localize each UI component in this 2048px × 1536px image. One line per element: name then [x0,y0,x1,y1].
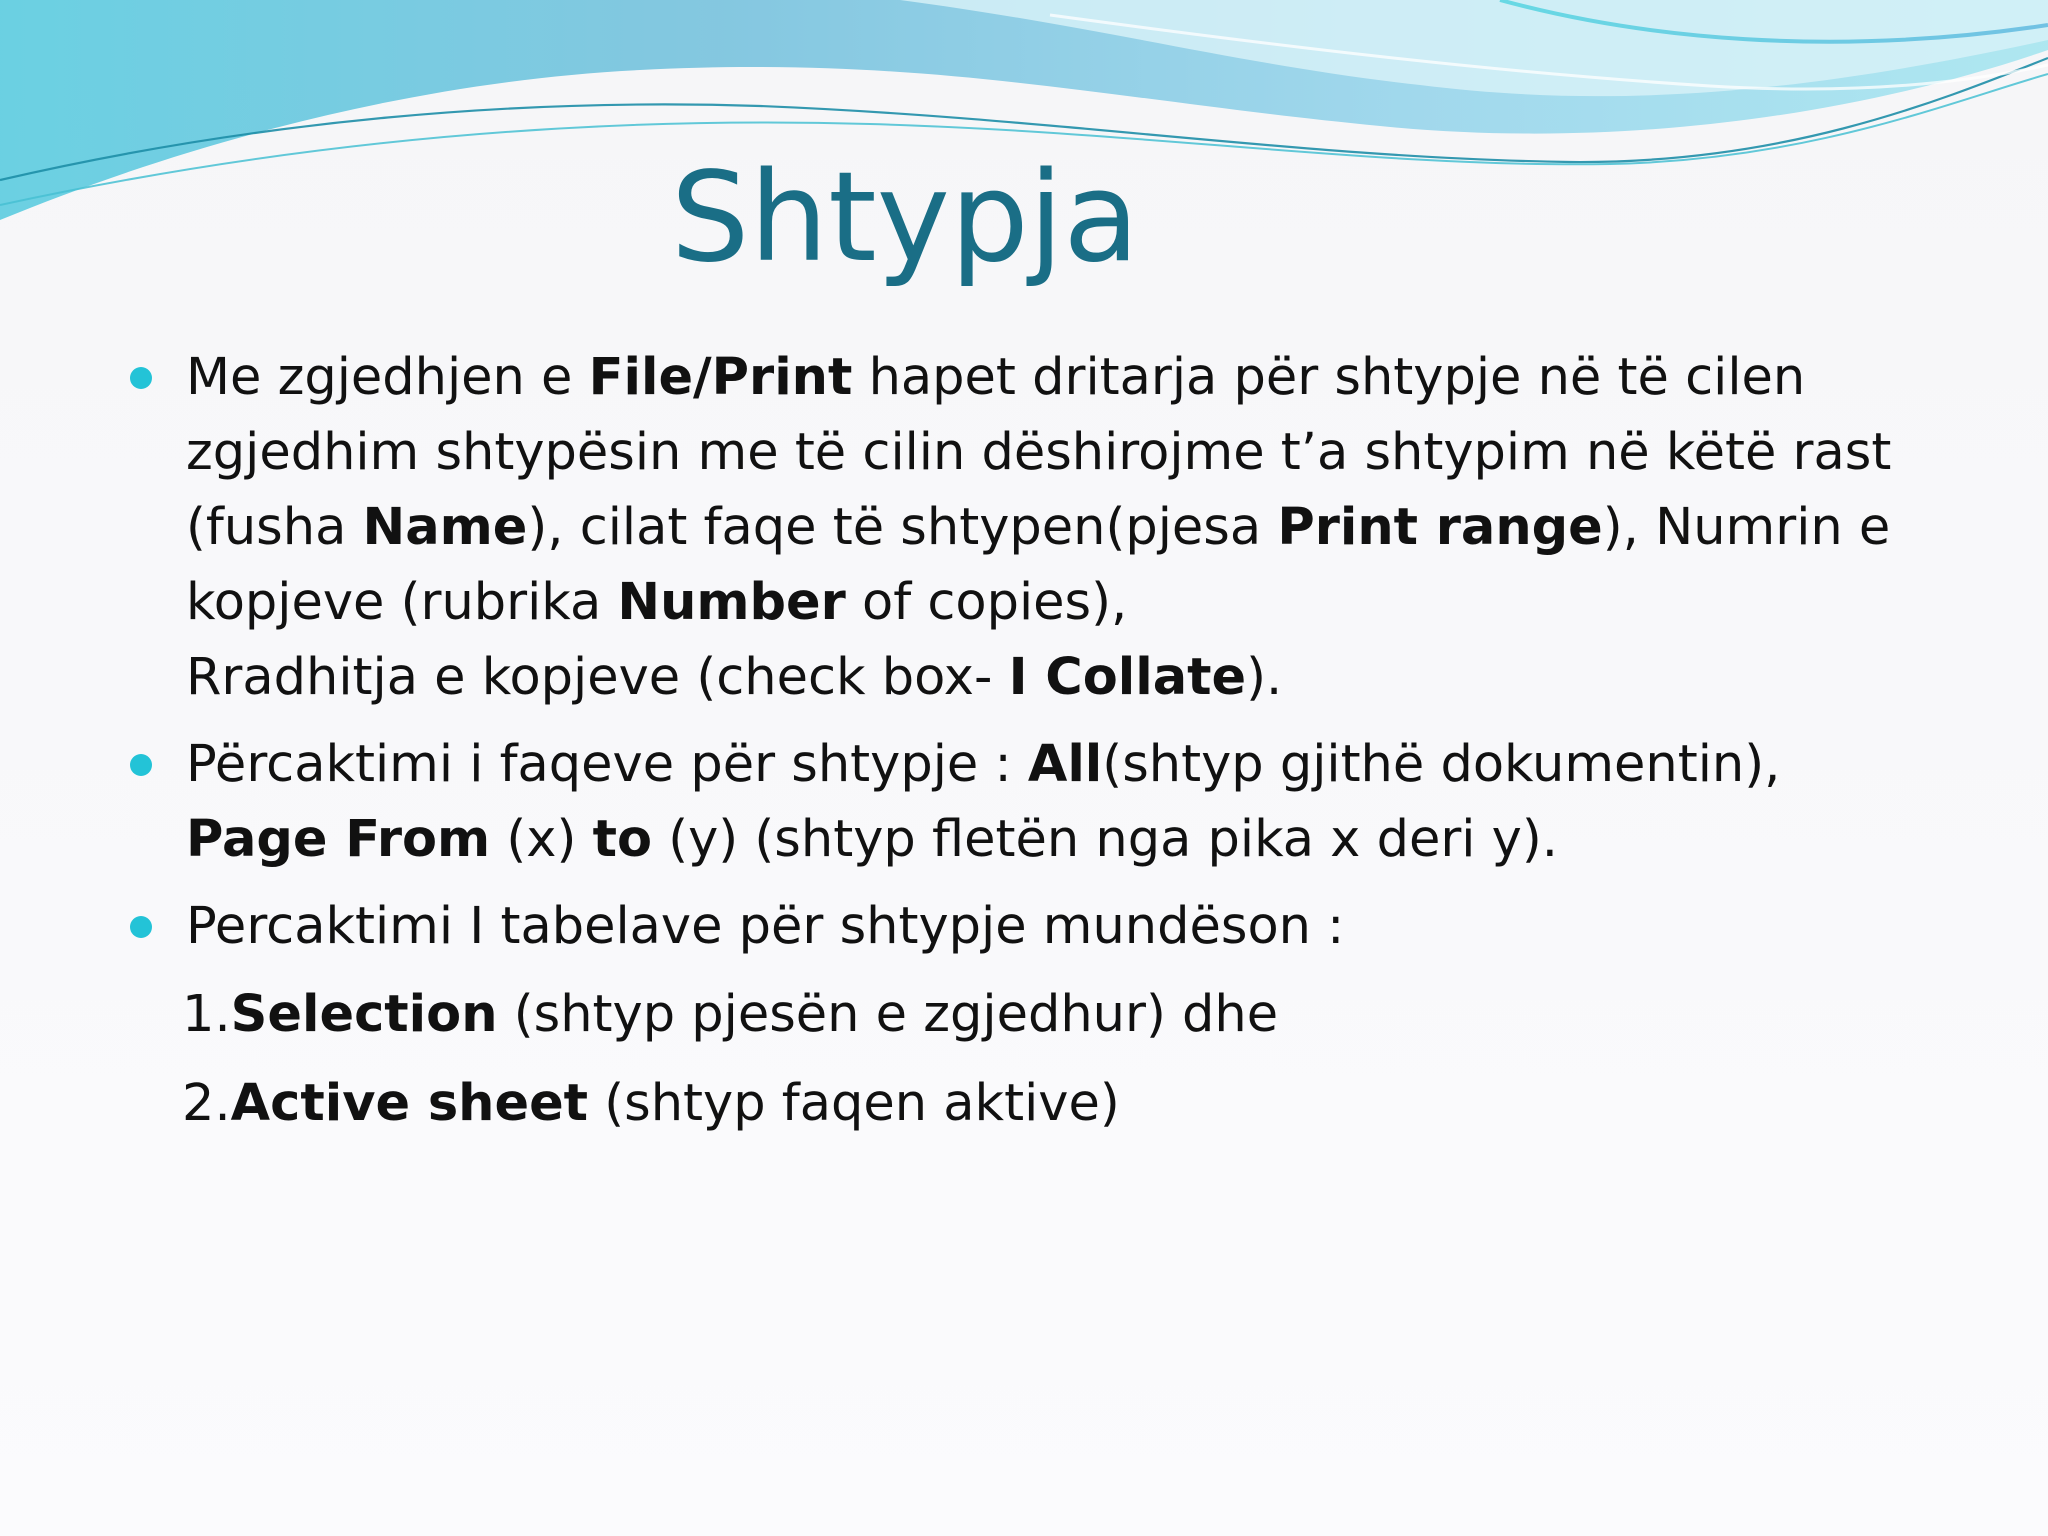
text-line: (fusha Name), cilat faqe të shtypen(pjesa Print range), Numrin e [186,498,1891,557]
bullet-dot-icon [130,916,152,938]
bullet-tables [130,889,1880,964]
text-line: zgjedhim shtypësin me të cilin dëshirojme t’a shtypim në këtë rast [186,423,1892,482]
bullet-dot-icon [130,367,152,389]
slide-title: Shtypja [670,146,1140,290]
text-line: Page From (x) to (y) (shtyp fletën nga pika x deri y). [186,810,1558,869]
bullet-print-dialog [130,340,1892,715]
numbered-item-active-sheet: 2.Active sheet (shtyp faqen aktive) [182,1074,1120,1133]
numbered-item-selection: 1.Selection (shtyp pjesën e zgjedhur) dhe [182,985,1279,1044]
text-line: Rradhitja e kopjeve (check box- I Collate). [186,648,1283,707]
text-line: Përcaktimi i faqeve për shtypje : All(shtyp gjithë dokumentin), [186,735,1781,794]
slide-content [130,340,1892,1142]
text-line: Percaktimi I tabelave për shtypje mundëson : [186,897,1345,956]
text-line: kopjeve (rubrika Number of copies), [186,573,1128,632]
text-line: Me zgjedhjen e File/Print hapet dritarja për shtypje në të cilen [186,348,1806,407]
bullet-page-range [130,727,1880,877]
bullet-dot-icon [130,754,152,776]
